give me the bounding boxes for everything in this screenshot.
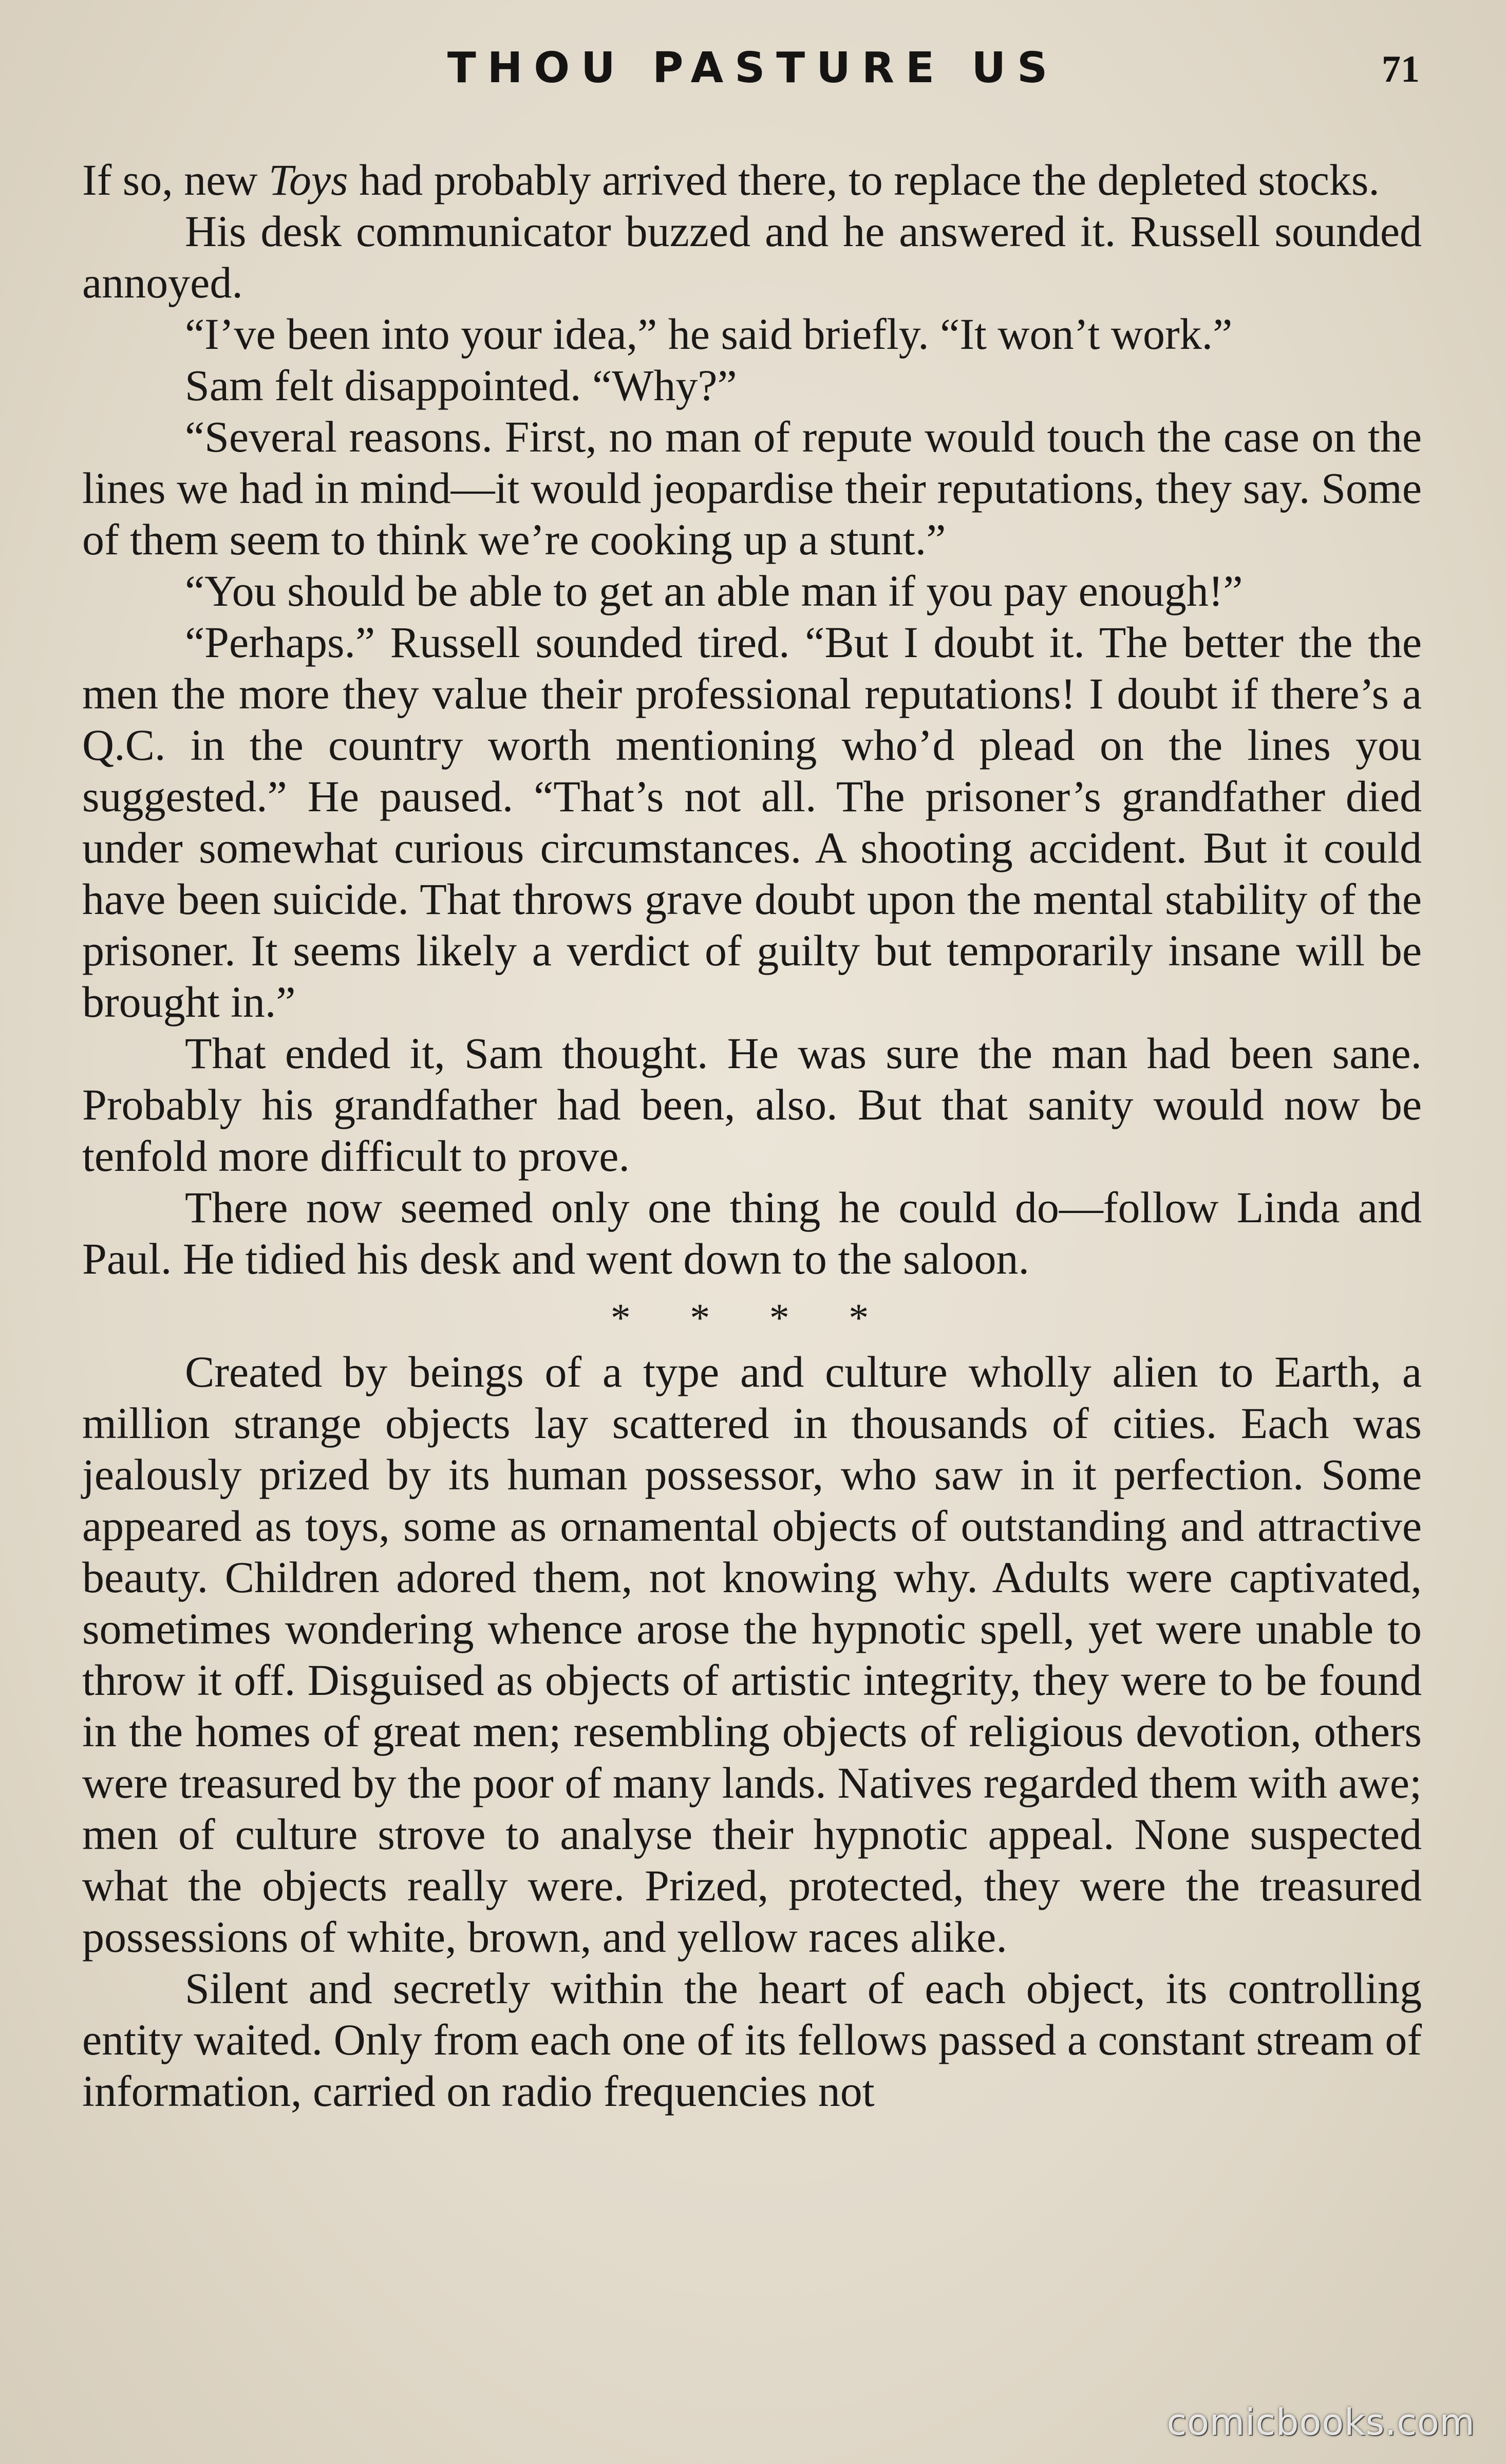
italic-title: Toys (269, 155, 348, 204)
paragraph-text: had probably arrived there, to replace the depleted stocks. (348, 155, 1380, 204)
section-break: * * * * (610, 1295, 894, 1340)
paragraph: “Perhaps.” Russell sounded tired. “But I doubt it. The better the the men the more they value their professional reputations! I doubt if there’s a Q.C. in the country worth mentioning who’d plead on the lines you suggested.” He paused. “That’s not all. The prisoner’s grandfather died under somewhat curious circumstances. A shooting accident. But it could have been suicide. That throws grave doubt upon the mental stability of the prisoner. It seems likely a verdict of guilty but temporarily insane will be brought in.” (82, 618, 1422, 1026)
paragraph-text: If so, new (82, 155, 269, 204)
paragraph: “I’ve been into your idea,” he said briefly. “It won’t work.” (185, 309, 1233, 359)
paragraph: “You should be able to get an able man if you pay enough!” (185, 566, 1243, 615)
paragraph: Silent and secretly within the heart of each object, its controlling entity waited. Only from each one of its fellows passed a constant stream of information, carried on radio frequencies not (82, 1964, 1422, 2116)
paragraph (82, 154, 1422, 206)
running-title: THOU PASTURE US (447, 44, 1059, 92)
body-text (82, 154, 1422, 2117)
paragraph: “Several reasons. First, no man of repute would touch the case on the lines we had in mind—it would jeopardise their reputations, they say. Some of them seem to think we’re cooking up a stunt.” (82, 412, 1422, 564)
paragraph: Sam felt disappointed. “Why?” (185, 361, 737, 410)
page-number: 71 (1382, 48, 1420, 90)
paragraph: That ended it, Sam thought. He was sure the man had been sane. Probably his grandfather had been, also. But that sanity would now be tenfold more difficult to prove. (82, 1029, 1422, 1181)
page-header (0, 44, 1506, 105)
paragraph: His desk communicator buzzed and he answered it. Russell sounded annoyed. (82, 207, 1422, 307)
paragraph: There now seemed only one thing he could do—follow Linda and Paul. He tidied his desk and went down to the saloon. (82, 1183, 1422, 1283)
paragraph: Created by beings of a type and culture wholly alien to Earth, a million strange objects lay scattered in thousands of cities. Each was jealously prized by its human possessor, who saw in it perfection. Some appeared as toys, some as ornamental objects of outstanding and attractive beauty. Children adored them, not knowing why. Adults were captivated, sometimes wondering whence arose the hypnotic spell, yet were unable to throw it off. Disguised as objects of artistic integrity, they were to be found in the homes of great men; resembling objects of religious devotion, others were treasured by the poor of many lands. Natives regarded them with awe; men of culture strove to analyse their hypnotic appeal. None suspected what the objects really were. Prized, protected, they were the treasured possessions of white, brown, and yellow races alike. (82, 1347, 1422, 1962)
watermark: comicbooks.com (1166, 2401, 1475, 2443)
